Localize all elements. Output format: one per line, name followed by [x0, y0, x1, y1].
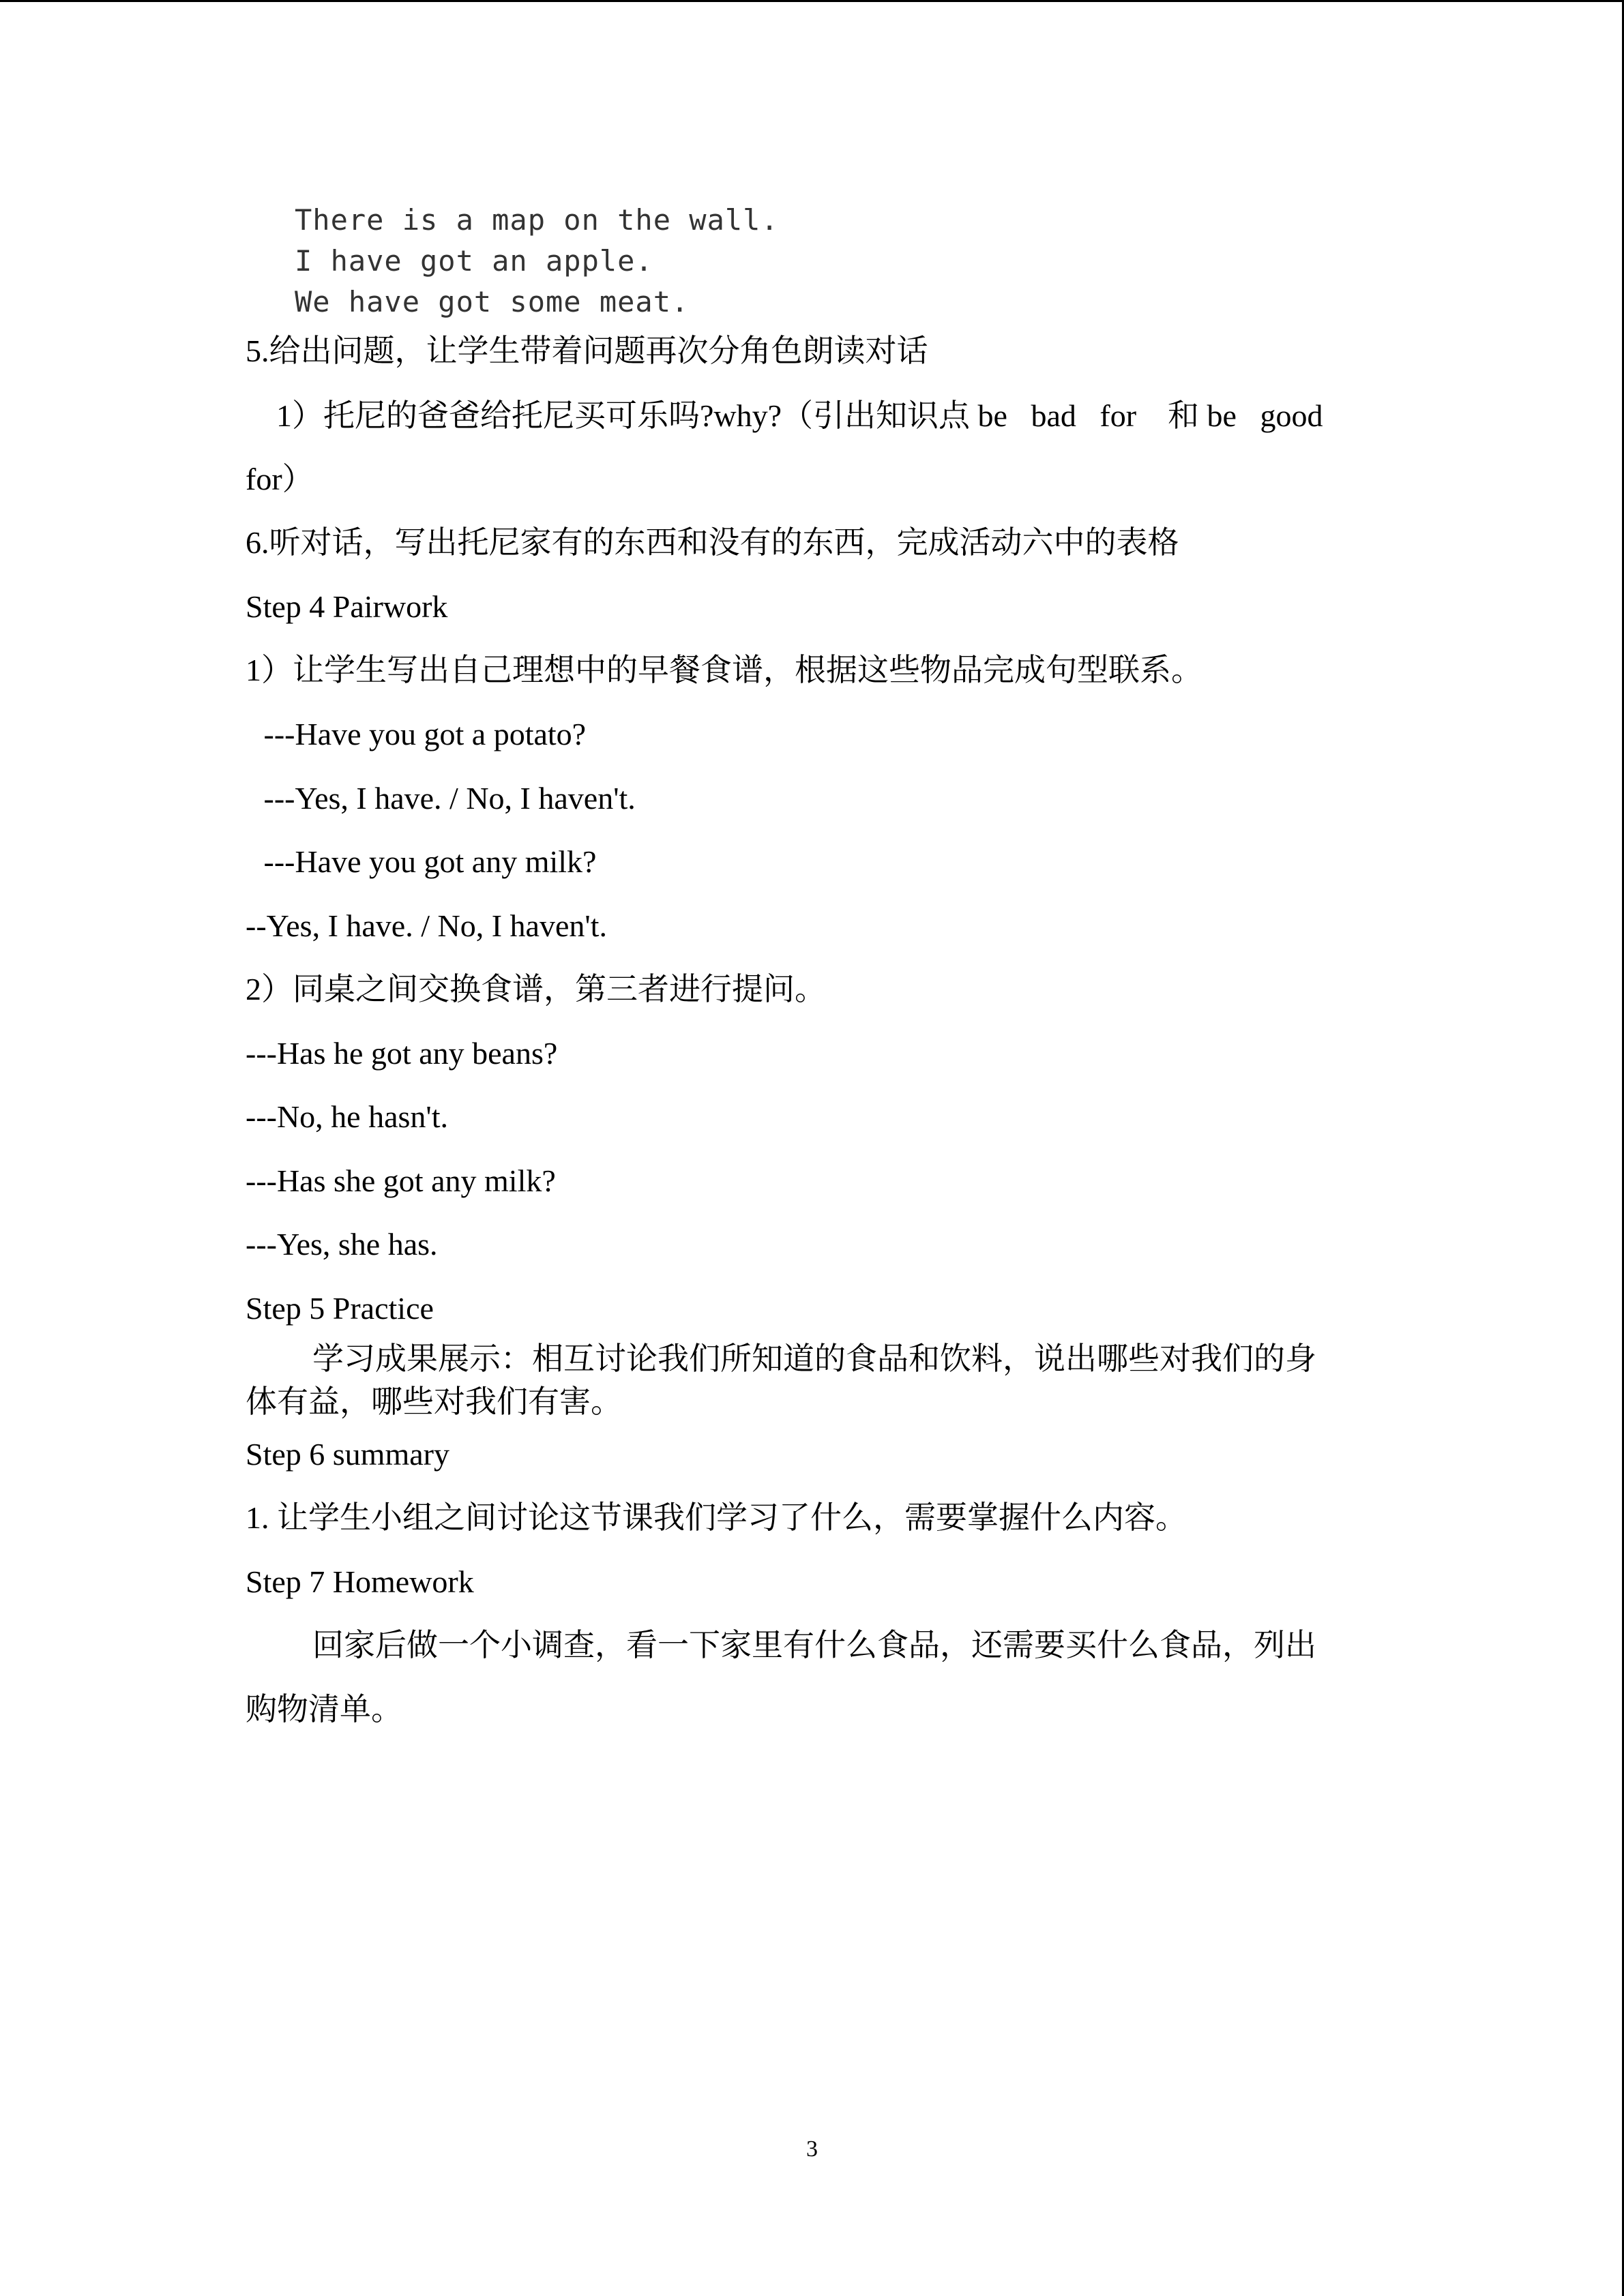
page-border-top — [0, 0, 1624, 2]
step-6-body: 1. 让学生小组之间讨论这节课我们学习了什么，需要掌握什么内容。 — [246, 1500, 1187, 1535]
example-sentence: There is a map on the wall. — [295, 203, 779, 237]
dialogue-line: --Yes, I have. / No, I haven't. — [246, 908, 607, 943]
dialogue-line: ---Yes, I have. / No, I haven't. — [256, 781, 636, 816]
step-5-heading: Step 5 Practice — [246, 1291, 434, 1326]
step-6-heading: Step 6 summary — [246, 1437, 449, 1472]
dialogue-line: ---Have you got a potato? — [256, 717, 587, 751]
step-7-body: 回家后做一个小调查，看一下家里有什么食品，还需要买什么食品，列出 — [312, 1628, 1316, 1663]
example-sentence: I have got an apple. — [295, 244, 653, 278]
dialogue-line: ---Has he got any beans? — [246, 1036, 558, 1071]
item-6-text: 6.听对话，写出托尼家有的东西和没有的东西，完成活动六中的表格 — [246, 525, 1179, 560]
step-5-body-continued: 体有益，哪些对我们有害。 — [246, 1384, 622, 1419]
item-5-text: 5.给出问题，让学生带着问题再次分角色朗读对话 — [246, 333, 928, 368]
example-sentence: We have got some meat. — [295, 285, 690, 318]
step-4-heading: Step 4 Pairwork — [246, 589, 448, 624]
page-number: 3 — [806, 2136, 818, 2162]
dialogue-line: ---Have you got any milk? — [256, 844, 597, 879]
dialogue-line: ---No, he hasn't. — [246, 1099, 448, 1134]
dialogue-line: ---Has she got any milk? — [246, 1163, 556, 1198]
dialogue-line: ---Yes, she has. — [246, 1227, 438, 1262]
item-5-question: 1）托尼的爸爸给托尼买可乐吗?why?（引出知识点 be bad for 和 be good — [276, 398, 1323, 433]
item-5-question-continued: for） — [246, 462, 314, 496]
step-7-heading: Step 7 Homework — [246, 1564, 474, 1599]
step-7-body-continued: 购物清单。 — [246, 1692, 402, 1727]
step-4-task-2: 2）同桌之间交换食谱，第三者进行提问。 — [246, 972, 826, 1007]
step-4-task-1: 1）让学生写出自己理想中的早餐食谱，根据这些物品完成句型联系。 — [246, 653, 1202, 687]
step-5-body: 学习成果展示：相互讨论我们所知道的食品和饮料，说出哪些对我们的身 — [312, 1341, 1316, 1376]
